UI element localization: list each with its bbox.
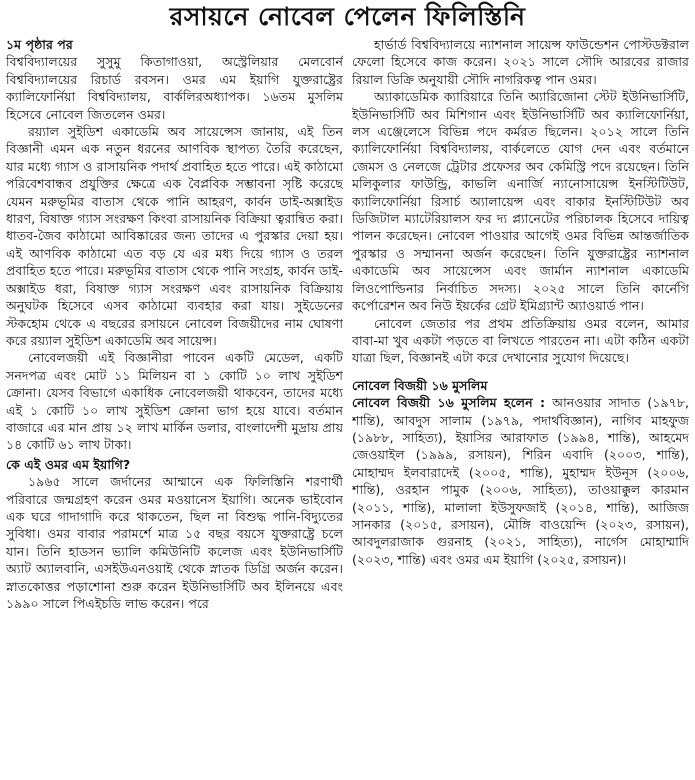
- continued-from-label: ১ম পৃষ্ঠার পর: [6, 37, 73, 52]
- paragraph: অ্যাকাডেমিক ক্যারিয়ারে তিনি অ্যারিজোনা স্টেট ইউনিভার্সিটি, ইউনিভার্সিটি অব মিশিগান এবং ইউনিভার্সিটি অব ক্যালিফোর্নিয়া, লস এঞ্জেলেসে বিভিন্ন পদে কর্মরত ছিলেন। ২০১২ সালে তিনি ক্যালিফোর্নিয়া বিশ্ববিদ্যালয়, বার্কলেতে যোগ দেন এবং বর্তমানে জেমস ও নেলজে ট্রেটার প্রফেসর অব কেমিস্ট্রি পদে রয়েছেন। তিনি মলিকুলার ফাউন্ড্রি, কাভলি এনার্জি ন্যানোসায়েন্স ইনস্টিটিউট, ক্যালিফোর্নিয়া রিসার্চ অ্যালায়েন্স এবং বাকার ইনস্টিটিউট অব ডিজিটাল ম্যাটেরিয়ালস ফর দ্য প্ল্যানেটের পরিচালক হিসেবে দায়িত্ব পালন করেছেন। নোবেল পাওয়ার আগেই ওমর বিভিন্ন আন্তর্জাতিক পুরস্কার ও সম্মাননা অর্জন করেছেন। তিনি যুক্তরাষ্ট্রের ন্যাশনাল একাডেমি অব সায়েন্সেস এবং জার্মান ন্যাশনাল একাডেমি লিওপোল্ডিনার নির্বাচিত সদস্য। ২০২৫ সালে তিনি কার্নেগি কর্পোরেশন অব নিউ ইয়র্কের গ্রেট ইমিগ্র্যান্ট অ্যাওয়ার্ড পান।: [352, 89, 689, 314]
- paragraph: নোবেলজয়ী এই বিজ্ঞানীরা পাবেন একটি মেডেল, একটি সনদপত্র এবং মোট ১১ মিলিয়ন বা ১ কোটি ১০ লাখ সুইডিশ ক্রোনা। যেসব বিভাগে একাধিক নোবেলজয়ী থাকবেন, তাদের মধ্যে এই ১ কোটি ১০ লাখ সুইডিশ ক্রোনা ভাগ হয়ে যাবে। বর্তমান বাজারে এর মান প্রায় ১২ লাখ মার্কিন ডলার, বাংলাদেশী মুদ্রায় প্রায় ১৪ কোটি ৬১ লাখ টাকা।: [6, 350, 343, 453]
- left-column: [6, 36, 343, 777]
- article-body: [0, 36, 695, 777]
- laureates-lead: নোবেল বিজয়ী ১৬ মুসলিম হলেন :: [352, 395, 546, 411]
- paragraph: নোবেল জেতার পর প্রথম প্রতিক্রিয়ায় ওমর বলেন, আমার বাবা-মা খুব একটা পড়তে বা লিখতে পারতেন না। এটা কঠিন একটা যাত্রা ছিল, বিজ্ঞানই এটা করে দেখানোর সুযোগ দিয়েছে।: [352, 315, 689, 366]
- paragraph: বিশ্ববিদ্যালয়ের সুসুমু কিতাগাওয়া, অস্ট্রেলিয়ার মেলবোর্ন বিশ্ববিদ্যালয়ের রিচার্ড রবসন। ওমর এম ইয়াগি যুক্তরাষ্ট্রের ক্যালিফোর্নিয়া বিশ্ববিদ্যালয়, বার্কলিরঅধ্যাপক। ১৬তম মুসলিম হিসেবে নোবেল জিতলেন ওমর।: [6, 54, 343, 122]
- paragraph: ১৯৬৫ সালে জর্দানের আম্মানে এক ফিলিস্তিনি শরণার্থী পরিবারে জন্মগ্রহণ করেন ওমর মওয়ানেস ইয়াগি। অনেক ভাইবোন এক ঘরে গাদাগাদি করে থাকতেন, ছিল না বিশুদ্ধ পানি-বিদ্যুতের সুবিধা। ওমর বাবার পরামর্শে মাত্র ১৫ বছর বয়সে যুক্তরাষ্ট্রে চলে যান। তিনি হাডসন ভ্যালি কমিউনিটি কলেজ এবং ইউনিভার্সিটি অ্যাট অ্যালবানি, এসইউএনওয়াই থেকে স্নাতক ডিগ্রি অর্জন করেন। স্নাতকোত্তর পড়াশোনা শুরু করেন ইউনিভার্সিটি অব ইলিনয়ে এবং ১৯৯০ সালে পিএইচডি লাভ করেন। পরে: [6, 474, 343, 611]
- subheading-muslim-laureates: নোবেল বিজয়ী ১৬ মুসলিম: [352, 377, 488, 393]
- paragraph: হার্ভার্ড বিশ্ববিদ্যালয়ে ন্যাশনাল সায়েন্স ফাউন্ডেশন পোস্টডক্টরাল ফেলো হিসেবে কাজ করেন। ২০২১ সালে সৌদি আরবের রাজার রিয়াল ডিক্রি অনুযায়ী সৌদি নাগরিকত্ব পান ওমর।: [352, 37, 689, 87]
- subheading-who-is-yaghi: কে এই ওমর এম ইয়াগি?: [6, 456, 131, 472]
- laureates-paragraph: [352, 394, 689, 568]
- headline: রসায়নে নোবেল পেলেন ফিলিস্তিনি: [169, 1, 526, 31]
- paragraph: রয়্যাল সুইডিশ একাডেমি অব সায়েন্সেস জানায়, এই তিন বিজ্ঞানী এমন এক নতুন ধরনের আণবিক স্থাপত্য তৈরি করেছেন, যার মধ্যে গ্যাস ও রাসায়নিক পদার্থ প্রবাহিত হতে পারে। এই কাঠামো পরিবেশবান্ধব প্রযুক্তির ক্ষেত্রে এক বৈপ্লবিক সম্ভাবনা সৃষ্টি করেছে যেমন মরুভূমির বাতাস থেকে পানি আহরণ, কার্বন ডাই-অক্সাইড ধারণ, বিষাক্ত গ্যাস সংরক্ষণ কিংবা রাসায়নিক বিক্রিয়া ত্বরান্বিত করা। ধাতব-জৈব কাঠামো আবিষ্কারের জন্য তাদের এ পুরস্কার দেয়া হয়। এই আণবিক কাঠামো এত বড় যে এর মধ্য দিয়ে গ্যাস ও তরল প্রবাহিত হতে পারে। মরুভূমির বাতাস থেকে পানি সংগ্রহ, কার্বন ডাই-অক্সাইড ধরা, বিষাক্ত গ্যাস সংরক্ষণ এবং রাসায়নিক বিক্রিয়ায় অনুঘটক হিসেবে এসব কাঠামো ব্যবহার করা যায়। সুইডেনের স্টকহোম থেকে এ বছরের রসায়নে নোবেল বিজয়ীদের নাম ঘোষণা করে রয়্যাল সুইডিশ একাডেমি অব সায়েন্স।: [6, 124, 343, 348]
- laureates-list: আনওয়ার সাদাত (১৯৭৮, শান্তি), আবদুস সালাম (১৯৭৯, পদার্থবিজ্ঞান), নাগিব মাহফুজ (১৯৮৮, সাহিত্য), ইয়াসির আরাফাত (১৯৯৪, শান্তি), আহমেদ জেওয়াইল (১৯৯৯, রসায়ন), শিরিন এবাদি (২০০৩, শান্তি), মোহাম্মদ ইলবারাদেই (২০০৫, শান্তি), মুহাম্মদ ইউনূস (২০০৬, শান্তি), ওরহান পামুক (২০০৬, সাহিত্য), তাওয়াক্কুল কারমান (২০১১, শান্তি), মালালা ইউসুফজাই (২০১৪, শান্তি), আজিজ সানকার (২০১৫, রসায়ন), মৌঙ্গি বাওয়েন্দি (২০২৩, রসায়ন), আবদুলরাজাক গুরনাহ (২০২১, সাহিত্য), নার্গেস মোহাম্মাদি (২০২৩, শান্তি) এবং ওমর এম ইয়াগি (২০২৫, রসায়ন)।: [352, 395, 689, 567]
- right-column: [352, 36, 689, 777]
